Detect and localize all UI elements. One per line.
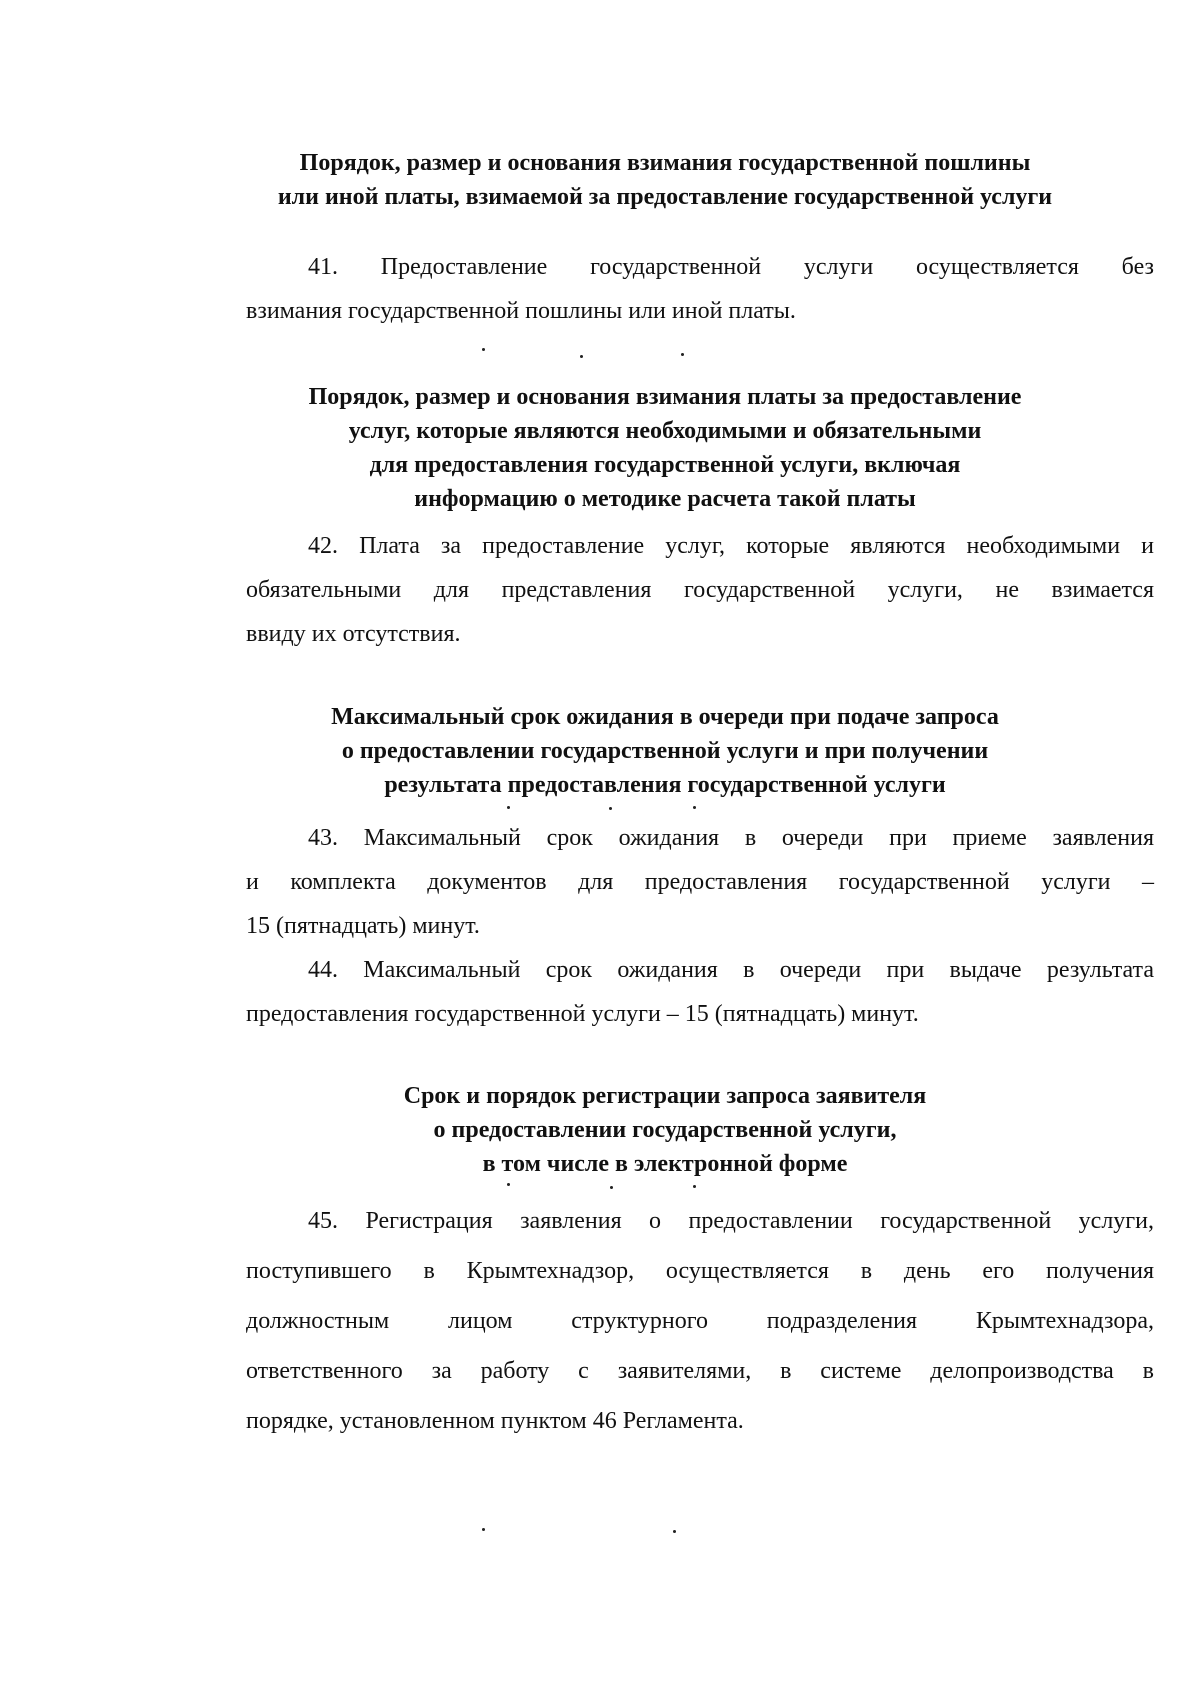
scan-speck (610, 1186, 613, 1189)
paragraph-line: взимания государственной пошлины или иной платы. (246, 298, 796, 324)
paragraph-line: обязательными для представления государственной услуги, не взимается (246, 577, 1154, 603)
heading-line: для предоставления государственной услуги, включая (369, 452, 961, 478)
paragraph-line: предоставления государственной услуги – 15 (пятнадцать) минут. (246, 1001, 919, 1027)
heading-line: или иной платы, взимаемой за предоставление государственной услуги (277, 184, 1053, 210)
scan-speck (693, 1185, 696, 1188)
heading-line: о предоставлении государственной услуги, (433, 1117, 897, 1143)
paragraph-line: и комплекта документов для предоставления государственной услуги – (246, 869, 1154, 895)
section-heading-required-services-fee (230, 380, 1100, 516)
scan-speck (482, 348, 485, 351)
paragraph-line: ответственного за работу с заявителями, в системе делопроизводства в (246, 1358, 1154, 1384)
section-heading-registration (230, 1079, 1100, 1181)
paragraph-line: 44. Максимальный срок ожидания в очереди при выдаче результата (308, 957, 1154, 983)
paragraph-line: порядке, установленном пунктом 46 Регламента. (246, 1408, 744, 1434)
paragraph-42 (246, 524, 1154, 656)
paragraph-line: должностным лицом структурного подразделения Крымтехнадзора, (246, 1308, 1154, 1334)
scan-speck (693, 806, 696, 809)
paragraph-45 (246, 1196, 1154, 1446)
paragraph-line: 43. Максимальный срок ожидания в очереди при приеме заявления (308, 825, 1154, 851)
paragraph-43 (246, 816, 1154, 948)
paragraph-41 (246, 245, 1154, 333)
section-heading-queue-time (230, 700, 1100, 802)
scan-speck (482, 1528, 485, 1531)
heading-line: услуг, которые являются необходимыми и обязательными (348, 418, 982, 444)
paragraph-line: поступившего в Крымтехнадзор, осуществляется в день его получения (246, 1258, 1154, 1284)
scan-speck (507, 806, 510, 809)
heading-line: Срок и порядок регистрации запроса заявителя (403, 1083, 927, 1109)
paragraph-line: ввиду их отсутствия. (246, 621, 461, 647)
heading-line: в том числе в электронной форме (482, 1151, 848, 1177)
heading-line: результата предоставления государственной услуги (384, 772, 946, 798)
heading-line: Порядок, размер и основания взимания государственной пошлины (299, 150, 1031, 176)
paragraph-line: 45. Регистрация заявления о предоставлении государственной услуги, (308, 1208, 1154, 1234)
section-heading-fee (230, 146, 1100, 214)
scan-speck (609, 807, 612, 810)
heading-line: о предоставлении государственной услуги и при получении (341, 738, 989, 764)
scan-speck (580, 355, 583, 358)
paragraph-44 (246, 948, 1154, 1036)
heading-line: Порядок, размер и основания взимания платы за предоставление (308, 384, 1022, 410)
paragraph-line: 41. Предоставление государственной услуги осуществляется без (308, 254, 1154, 280)
scan-speck (681, 353, 684, 356)
scan-speck (507, 1183, 510, 1186)
heading-line: Максимальный срок ожидания в очереди при подаче запроса (331, 704, 999, 730)
paragraph-line: 15 (пятнадцать) минут. (246, 913, 480, 939)
heading-line: информацию о методике расчета такой платы (414, 486, 916, 512)
scan-speck (673, 1530, 676, 1533)
paragraph-line: 42. Плата за предоставление услуг, которые являются необходимыми и (308, 533, 1154, 559)
